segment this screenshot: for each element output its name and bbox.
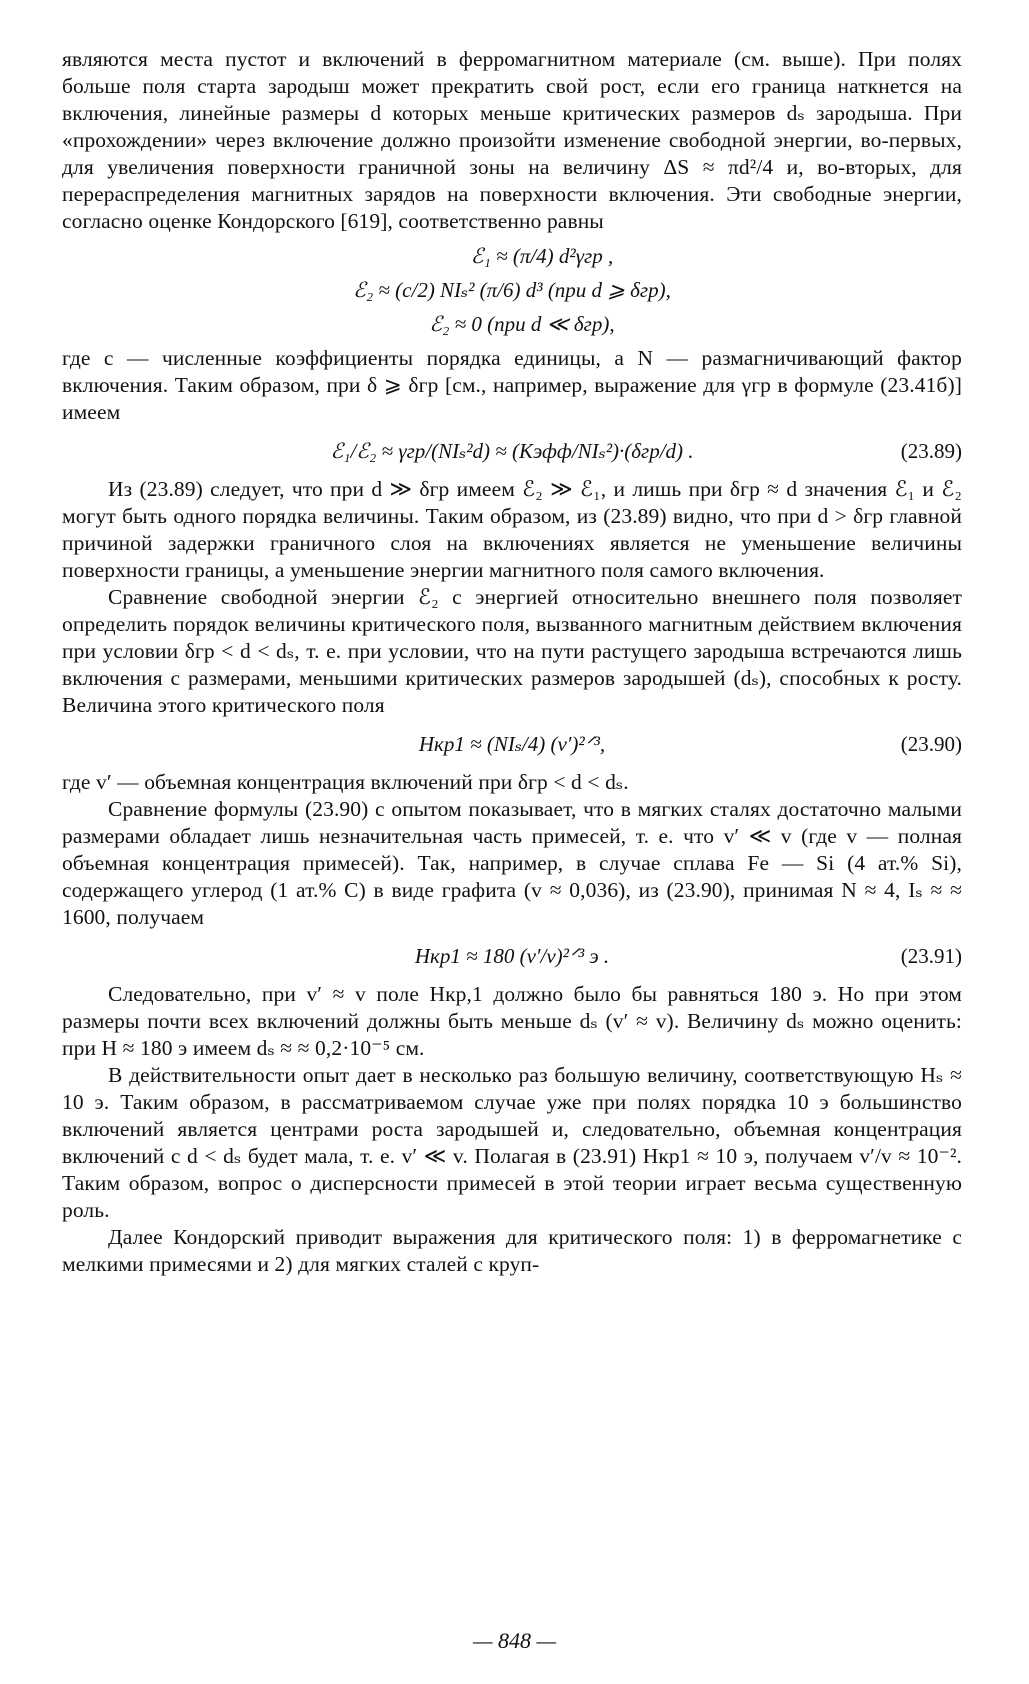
page-body bbox=[62, 46, 962, 1278]
paragraph: где v′ — объемная концентрация включений при δгр < d < dₛ. bbox=[62, 770, 629, 794]
paragraph: где c — численные коэффициенты порядка единицы, а N — размагничивающий фактор включения. Таким образом, при δ ⩾ δгр [см., например, выражение для γгр в формуле (23.41б)] имеем bbox=[62, 346, 962, 424]
paragraph: Сравнение свободной энергии ℰ₂ с энергией относительно внешнего поля позволяет определить порядок величины критического поля, вызванного магнитным действием включения при условии δгр < d < dₛ, т. е. при условии, что на пути растущего зародыша встречаются лишь включения с размерами, меньшими критических размеров зародышей (dₛ), способных к росту. Величина этого критического поля bbox=[62, 585, 962, 717]
equation-23-90 bbox=[62, 731, 962, 757]
equation: ℰ₂ ≈ 0 (при d ≪ δгр), bbox=[429, 312, 615, 336]
equation: ℰ₁ ≈ (π/4) d²γгр , bbox=[470, 244, 614, 268]
equation: Hкр1 ≈ 180 (v′/v)²ᐟ³ э . bbox=[414, 944, 610, 968]
equation: ℰ₁/ℰ₂ ≈ γгр/(NIₛ²d) ≈ (Kэфф/NIₛ²)·(δгр/d) . bbox=[330, 439, 694, 463]
paragraph: Следовательно, при v′ ≈ v поле Hкр,1 должно было бы равняться 180 э. Но при этом размеры почти всех включений должны быть меньше dₛ (v′ ≈ v). Величину dₛ можно оценить: при H ≈ 180 э имеем dₛ ≈ ≈ 0,2·10⁻⁵ см. bbox=[62, 982, 962, 1060]
page-number: — 848 — bbox=[472, 1628, 557, 1653]
equation-number: (23.89) bbox=[900, 439, 962, 463]
paragraph: Из (23.89) следует, что при d ≫ δгр имеем ℰ₂ ≫ ℰ₁, и лишь при δгр ≈ d значения ℰ₁ и ℰ₂ могут быть одного порядка величины. Таким образом, из (23.89) видно, что при d > δгр главной причиной задержки граничного слоя на включениях является не уменьшение величины поверхности границы, а уменьшение энергии магнитного поля самого включения. bbox=[62, 477, 962, 582]
equation-group bbox=[62, 243, 962, 337]
equation-number: (23.91) bbox=[900, 944, 962, 968]
equation: ℰ₂ ≈ (c/2) NIₛ² (π/6) d³ (при d ⩾ δгр), bbox=[353, 278, 671, 302]
equation-number: (23.90) bbox=[900, 732, 962, 756]
paragraph: В действительности опыт дает в несколько раз большую величину, соответствующую Hₛ ≈ 10 э. Таким образом, в рассматриваемом случае уже при полях порядка 10 э большинство включений является центрами роста зародышей и, следовательно, объемная концентрация включений с d < dₛ будет мала, т. е. v′ ≪ v. Полагая в (23.91) Hкр1 ≈ 10 э, получаем v′/v ≈ 10⁻². Таким образом, вопрос о дисперсности примесей в этой теории играет весьма существенную роль. bbox=[62, 1063, 962, 1222]
equation: Hкр1 ≈ (NIₛ/4) (v′)²ᐟ³, bbox=[418, 732, 606, 756]
paragraph: являются места пустот и включений в ферромагнитном материале (см. выше). При полях больше поля старта зародыш может прекратить свой рост, если его граница наткнется на включения, линейные размеры d которых меньше критических размеров dₛ зародыша. При «прохождении» через включение должно произойти изменение свободной энергии, во-первых, для увеличения поверхности граничной зоны на величину ΔS ≈ πd²/4 и, во-вторых, для перераспределения магнитных зарядов на поверхности включения. Эти свободные энергии, согласно оценке Кондорского [619], соответственно равны bbox=[62, 47, 962, 233]
paragraph: Сравнение формулы (23.90) с опытом показывает, что в мягких сталях достаточно малыми размерами обладает лишь незначительная часть примесей, т. е. что v′ ≪ v (где v — полная объемная концентрация примесей). Так, например, в случае сплава Fe — Si (4 ат.% Si), содержащего углерод (1 ат.% C) в виде графита (v ≈ 0,036), из (23.90), принимая N ≈ 4, Iₛ ≈ ≈ 1600, получаем bbox=[62, 797, 962, 929]
paragraph: Далее Кондорский приводит выражения для критического поля: 1) в ферромагнетике с мелкими примесями и 2) для мягких сталей с круп- bbox=[62, 1225, 962, 1276]
equation-23-91 bbox=[62, 943, 962, 969]
equation-23-89 bbox=[62, 438, 962, 464]
